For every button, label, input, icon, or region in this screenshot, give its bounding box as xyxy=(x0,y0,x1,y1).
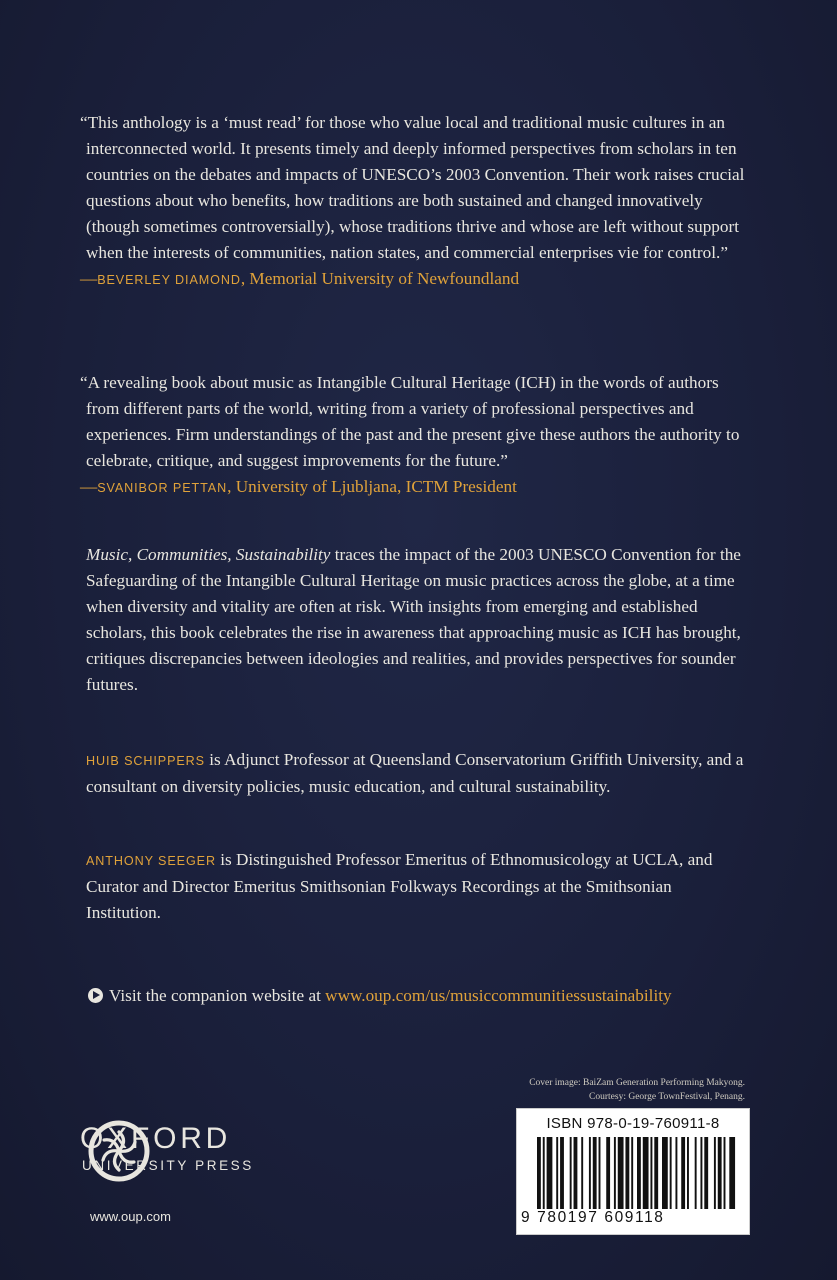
attribution-author: SVANIBOR PETTAN xyxy=(97,481,228,495)
isbn-barcode xyxy=(516,1108,750,1235)
attribution-affiliation: , University of Ljubljana, ICTM President xyxy=(227,477,517,496)
book-description xyxy=(86,542,746,698)
companion-website-line xyxy=(88,983,672,1009)
bio-text: is Adjunct Professor at Queensland Conservatorium Griffith University, and a consultant on diversity policies, music education, and cultural sustainability. xyxy=(86,750,744,796)
description-paragraph xyxy=(86,542,746,698)
bio-paragraph xyxy=(86,747,746,800)
quote-text: “A revealing book about music as Intangible Cultural Heritage (ICH) in the words of authors from different parts of the world, writing from a variety of professional perspectives and experiences. Firm understandings of the past and the present give these authors the authority to celebrate, critique, and suggest improvements for the future.” xyxy=(80,373,740,470)
quote-attribution xyxy=(80,266,746,293)
cover-image-credit xyxy=(529,1076,745,1104)
book-title: Music, Communities, Sustainability xyxy=(86,545,331,564)
bio-name: HUIB SCHIPPERS xyxy=(86,754,205,768)
isbn-label: ISBN 978-0-19-760911-8 xyxy=(546,1115,720,1132)
editor-bio-seeger xyxy=(86,847,746,926)
companion-label: Visit the companion website at xyxy=(109,986,326,1005)
attribution-affiliation: , Memorial University of Newfoundland xyxy=(240,269,520,288)
attribution-dash: — xyxy=(80,477,98,496)
quote-svanibor-pettan xyxy=(80,370,746,501)
quote-text: “This anthology is a ‘must read’ for those who value local and traditional music cultures in an interconnected world. It presents timely and deeply informed perspectives from scholars in ten countries on the debates and impacts of UNESCO’s 2003 Convention. Their work raises crucial questions about who benefits, how traditions are both sustained and changed innovatively (though sometimes controversially), whose traditions thrive and whose are left without support when the interests of communities, nation states, and commercial enterprises vie for control.” xyxy=(80,113,745,262)
bio-text: is Distinguished Professor Emeritus of Ethnomusicology at UCLA, and Curator and Director Emeritus Smithsonian Folkways Recordings at the Smithsonian Institution. xyxy=(86,850,713,922)
publisher-website: www.oup.com xyxy=(90,1209,171,1224)
publisher-name: OXFORD xyxy=(80,1122,232,1155)
quote-attribution xyxy=(80,474,746,501)
barcode-digits: 9 780197 609118 xyxy=(521,1209,665,1226)
attribution-author: BEVERLEY DIAMOND xyxy=(97,273,241,287)
description-text: traces the impact of the 2003 UNESCO Convention for the Safeguarding of the Intangible Cultural Heritage on music practices across the globe, at a time when diversity and vitality are often at risk. With insights from emerging and established scholars, this book celebrates the rise in awareness that approaching music as ICH has brought, critiques discrepancies between ideologies and realities, and provides perspectives for sounder futures. xyxy=(86,545,741,694)
barcode-bars xyxy=(537,1137,737,1209)
play-icon xyxy=(88,988,103,1003)
credit-line-1: Cover image: BaiZam Generation Performing Makyong. xyxy=(529,1078,745,1088)
companion-website-link[interactable]: www.oup.com/us/musiccommunitiessustainability xyxy=(325,986,672,1005)
quote-beverley-diamond xyxy=(80,110,746,293)
editor-bio-schippers xyxy=(86,747,746,800)
attribution-dash: — xyxy=(80,269,98,288)
publisher-subtitle: UNIVERSITY PRESS xyxy=(82,1158,254,1173)
credit-line-2: Courtesy: George TownFestival, Penang. xyxy=(589,1092,745,1102)
bio-name: ANTHONY SEEGER xyxy=(86,854,216,868)
bio-paragraph xyxy=(86,847,746,926)
